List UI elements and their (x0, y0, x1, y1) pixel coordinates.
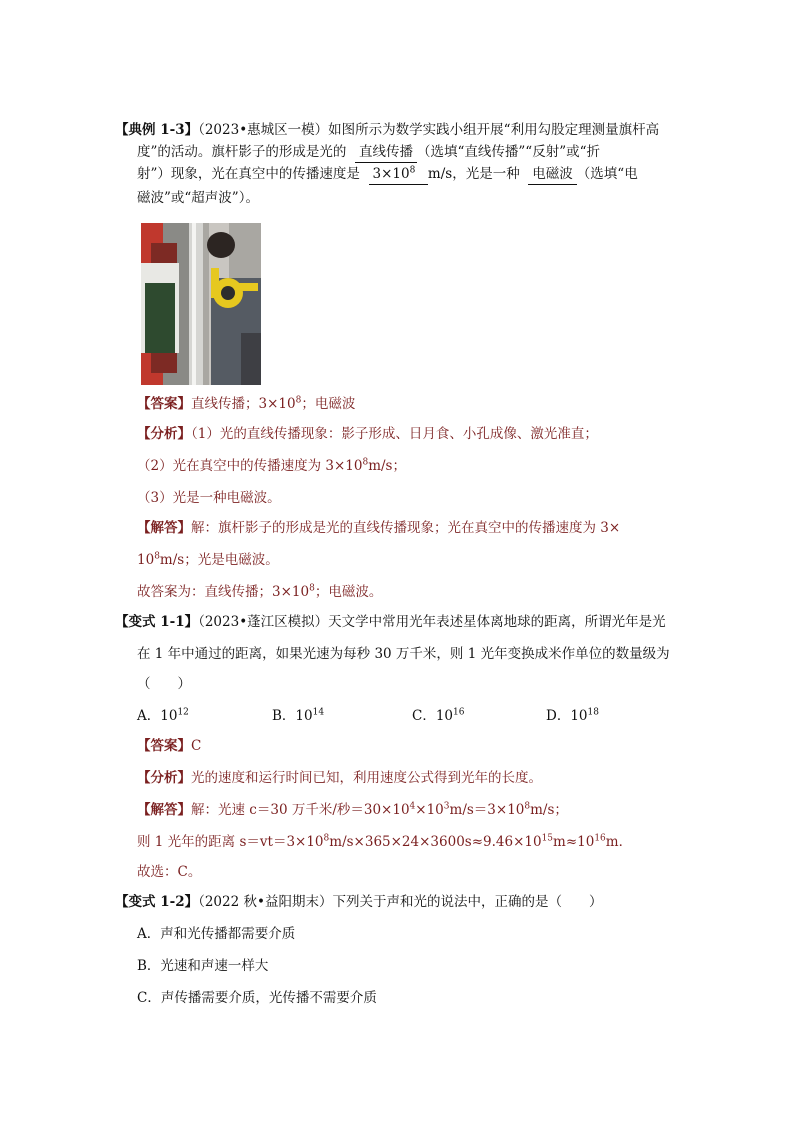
flagpole-photo (141, 223, 261, 385)
question-text: 如图所示为数学实践小组开展“利用勾股定理测量旗杆高 (328, 122, 660, 138)
example-1-3-answer: 【答案】直线传播；$3\times 10^8$；电磁波 (137, 395, 356, 412)
fill-blank-3: 电磁波 (528, 164, 577, 185)
variant-1-2-stem (115, 892, 602, 912)
question-text: （选填“电 (576, 166, 638, 182)
example-1-3-line-1 (115, 120, 659, 140)
variant-1-1-calculation: 则 1 光年的距离 $s=vt=3\times 10^8m/s\times 365\times 24\times 3600s\approx 9.46\times 10^{15}m\approx 10^{16}m$． (137, 833, 633, 850)
example-1-3-solution-1: 【解答】解：旗杆影子的形成是光的直线传播现象；光在真空中的传播速度为 3× (137, 520, 621, 536)
example-source: （2023•惠城区一模） (198, 122, 329, 138)
question-text: m/s，光是一种 (427, 166, 520, 182)
variant-source: （2022 秋•益阳期末） (198, 894, 333, 910)
answer-tag: 【答案】 (137, 396, 191, 412)
fill-blank-2: $3\times 10^8$ (369, 164, 428, 185)
variant-1-2-option-c[interactable]: C．声传播需要介质，光传播不需要介质 (137, 990, 377, 1006)
example-1-3-analysis-2: （2）光在真空中的传播速度为 $3\times 10^8m/s$； (137, 457, 406, 474)
variant-tag: 【变式 1-2】 (115, 894, 199, 910)
question-text: 度”的活动。旗杆影子的形成是光的 (137, 144, 347, 160)
photo-illustration (141, 223, 261, 385)
question-text: 射”）现象，光在真空中的传播速度是 (137, 166, 360, 182)
variant-1-1-choose: 故选：C。 (137, 864, 202, 880)
option-d[interactable]: D．$10^{18}$ (546, 707, 599, 724)
analysis-tag: 【分析】 (137, 426, 191, 442)
example-1-3-analysis-1: 【分析】（1）光的直线传播现象：影子形成、日月食、小孔成像、激光准直； (137, 426, 598, 442)
variant-1-1-line-3 (137, 674, 191, 694)
variant-1-1-analysis: 【分析】光的速度和运行时间已知，利用速度公式得到光年的长度。 (137, 770, 542, 786)
example-1-3-line-4 (137, 188, 259, 208)
fill-blank-1: 直线传播 (355, 142, 417, 163)
question-text: 天文学中常用光年表述星体离地球的距离，所谓光年是光 (328, 614, 666, 630)
example-1-3-solution-2: $10^8m/s$；光是电磁波。 (137, 551, 279, 568)
option-c[interactable]: C．$10^{16}$ (412, 707, 465, 724)
analysis-tag: 【分析】 (137, 770, 191, 786)
variant-1-2-option-b[interactable]: B．光速和声速一样大 (137, 958, 269, 974)
question-text: 在 1 年中通过的距离，如果光速为每秒 30 万千米，则 1 光年变换成米作单位的数量级为 (137, 646, 670, 662)
example-1-3-line-3 (137, 164, 638, 185)
variant-1-1-line-2 (137, 644, 670, 664)
variant-1-1-solution: 【解答】解：光速 c＝30 万千米/秒$=30\times 10^4\times 10^3m/s=3\times 10^8m/s$； (137, 801, 568, 818)
example-1-3-line-2 (137, 142, 600, 163)
option-b[interactable]: B．$10^{14}$ (272, 707, 325, 724)
question-text: 下列关于声和光的说法中，正确的是（ ） (332, 894, 603, 910)
solution-tag: 【解答】 (137, 520, 191, 536)
example-1-3-final: 故答案为：直线传播；$3\times 10^8$；电磁波。 (137, 583, 383, 600)
solution-tag: 【解答】 (137, 802, 191, 818)
question-text: （选填“直线传播”“反射”或“折 (417, 144, 601, 160)
question-text: （ ） (137, 676, 191, 692)
answer-tag: 【答案】 (137, 738, 191, 754)
variant-1-2-option-a[interactable]: A．声和光传播都需要介质 (137, 926, 296, 942)
question-text: 磁波”或“超声波”）。 (137, 190, 259, 206)
example-tag: 【典例 1-3】 (115, 122, 199, 138)
variant-1-1-answer: 【答案】C (137, 738, 202, 754)
variant-1-1-line-1 (115, 612, 666, 632)
variant-tag: 【变式 1-1】 (115, 614, 199, 630)
example-1-3-analysis-3: （3）光是一种电磁波。 (137, 490, 281, 506)
option-a[interactable]: A．$10^{12}$ (137, 707, 189, 724)
variant-source: （2023•蓬江区模拟） (198, 614, 329, 630)
